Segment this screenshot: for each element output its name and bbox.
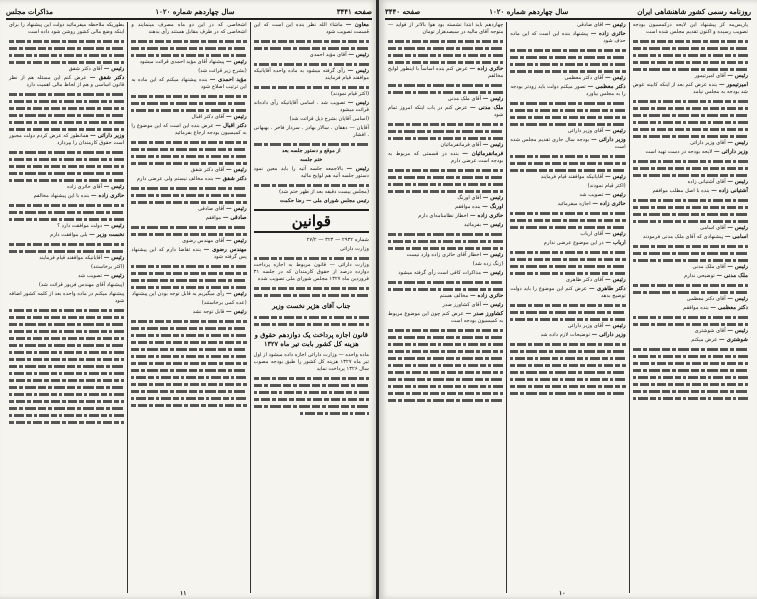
text-line	[633, 165, 748, 172]
paragraph: رئیس — آقای دکتر معظمی	[564, 75, 626, 81]
text-line	[9, 45, 124, 52]
text-line	[254, 255, 369, 262]
text-line	[254, 285, 369, 292]
paragraph: رئیس — آقای دکتر معظمی	[686, 296, 748, 302]
paragraph: رئیس — پیشنهاد آقای مؤید احمدی قرائت میشود	[139, 59, 247, 65]
text-line	[254, 45, 369, 52]
text-line	[388, 334, 503, 341]
paragraph: (اکثر قیام نمودند)	[330, 91, 369, 97]
paragraph: رئیس — تصویب شد	[579, 192, 626, 198]
paragraph: ماده واحده — وزارت دارائی اجازه داده میشود از اول تیر ماه ۱۳۲۷ هزینه کل کشور را طبق بودجه مصوب سال ۱۳۲۶ پرداخت نماید	[253, 352, 369, 372]
text-line	[254, 84, 369, 91]
paragraph: رئیس — آقای صادقی	[198, 206, 247, 212]
text-line	[131, 395, 246, 402]
text-line	[131, 381, 246, 388]
text-line	[510, 302, 625, 309]
text-line	[633, 105, 748, 112]
paragraph: وزارت دارائی	[340, 246, 369, 252]
text-line	[633, 282, 748, 289]
left-page	[0, 0, 378, 599]
text-line	[633, 321, 748, 328]
text-line	[633, 314, 748, 321]
text-line	[510, 376, 625, 383]
paragraph: (اکثر قیام نمودند)	[587, 183, 626, 189]
paragraph: حائری زاده — اخطار نظامنامه‌ای دارم	[418, 213, 504, 219]
text-line	[254, 375, 369, 382]
text-line	[131, 160, 246, 167]
text-line	[9, 241, 124, 248]
right-col-2	[507, 22, 629, 593]
text-line	[9, 314, 124, 321]
paragraph: رئیس — آقایانیکه موافقند قیام فرمایند	[39, 255, 125, 261]
text-line	[254, 389, 369, 396]
text-line	[633, 360, 748, 367]
subheading: ختم جلسه	[300, 157, 323, 163]
text-line	[131, 388, 246, 395]
paragraph: رئیس — آقای دکتر اقبال	[191, 114, 247, 120]
text-line	[510, 390, 625, 397]
section-title-laws: قوانین	[254, 209, 369, 233]
text-line	[254, 38, 369, 45]
text-line	[131, 192, 246, 199]
text-line	[388, 38, 503, 45]
paragraph: رئیس — آقای آشتیانی زاده	[687, 179, 748, 185]
text-line	[9, 170, 124, 177]
paragraph: رئیس — آقای کشاورز صدر	[442, 302, 504, 308]
text-line	[131, 93, 246, 100]
paragraph: رئیس — آقای مهندس رضوی	[182, 238, 247, 244]
text-line	[9, 202, 124, 209]
paragraph: معاون — ماشاء الله نظر بنده این است که این قسمت تصویب شود	[253, 22, 370, 35]
text-line	[633, 367, 748, 374]
text-line	[9, 307, 124, 314]
paragraph: رئیس — آقای شوشتری	[694, 328, 748, 334]
paragraph: (عده کمی برخاستند)	[201, 300, 247, 306]
text-line	[510, 341, 625, 348]
right-page-number: ۱۰	[559, 590, 566, 597]
paragraph: رئیس — آقای صادقی	[577, 22, 626, 28]
text-line	[131, 107, 246, 114]
text-line	[388, 390, 503, 397]
paragraph: چهاردهم باید ابتدا نشسته بود هوا بالاتر از فواید — متوجه آقای مالیه در سیصدهزار تومان	[388, 22, 504, 35]
text-line	[131, 38, 246, 45]
paragraph: (زنگ زده شد)	[472, 261, 504, 267]
text-line	[388, 89, 503, 96]
right-header-title: روزنامه رسمی کشور شاهنشاهی ایران	[637, 6, 751, 16]
text-line	[510, 270, 625, 277]
text-line	[388, 355, 503, 362]
paragraph: رئیس — آقای دکتر شفق	[68, 66, 125, 72]
paragraph: رئیس — بالاجمعه جلسه آتیه را باید معین نمود دستور جلسه آتیه هم لوایح مالیه	[253, 166, 369, 179]
paragraph: پیشنهاد میکنم در ماده واحده بعد از کلمه کشور اضافه شود	[9, 291, 125, 304]
left-header-issue: سال چهاردهم شماره ۱۰۲۰	[155, 6, 235, 16]
text-line	[9, 52, 124, 59]
right-page-columns	[385, 22, 751, 593]
text-line	[633, 158, 748, 165]
paragraph: وزارت دارائی — قانون مربوط به اجازه پرداخت دوازده درصد از حقوق کارمندان که در جلسه ۳۱ فروردین ماه ۱۳۲۷ مجلس شورای ملی تصویب شده	[253, 262, 369, 282]
text-line	[633, 395, 748, 402]
paragraph: (مجلس بیست دقیقه بعد از ظهر ختم شد)	[279, 189, 369, 195]
paragraph: رئیس — آقای ملک مدنی	[692, 264, 748, 270]
text-line	[633, 346, 748, 353]
text-line	[254, 321, 369, 328]
text-line	[131, 277, 246, 284]
paragraph: دکتر معظمی — بنده موافقم	[683, 305, 748, 311]
text-line	[9, 209, 124, 216]
text-line	[388, 238, 503, 245]
text-line	[633, 45, 748, 52]
text-line	[254, 292, 369, 299]
paragraph: کشاورز صدر — عرض کنم چون این موضوع مربوط به کمیسیون بودجه است	[388, 311, 504, 324]
paragraph: رئیس — بفرمائید	[464, 222, 504, 228]
text-line	[131, 325, 246, 332]
text-line	[131, 402, 246, 409]
text-line	[388, 167, 503, 174]
paragraph: اشخاصی که در این دو ماه مصرف مینمایند و اشخاصی که در طرف مقابل هستند رأی بدهند	[131, 22, 247, 35]
text-line	[131, 332, 246, 339]
text-line	[510, 316, 625, 323]
text-line	[9, 342, 124, 349]
text-line	[131, 284, 246, 291]
text-line	[9, 370, 124, 377]
text-line	[633, 289, 748, 296]
paragraph: حائری زاده — پیشنهاد بنده این است که این ماده حذف شود	[510, 31, 626, 44]
text-line	[633, 250, 748, 257]
paragraph: حائری زاده — مخالف هستم	[439, 293, 504, 299]
paragraph: آشتیانی زاده — بنده با اصل مطلب موافقم	[652, 188, 748, 194]
text-line	[388, 327, 503, 334]
text-line	[633, 52, 748, 59]
paragraph: ملک مدنی — توضیحی ندارم	[684, 273, 748, 279]
text-line	[131, 353, 246, 360]
paragraph: وزیر دارائی — بودجه سال جاری تقدیم مجلس شده است	[510, 137, 626, 150]
paragraph: رئیس — آقایانیکه موافقند قیام فرمایند	[540, 174, 626, 180]
left-col-1	[251, 22, 372, 593]
text-line	[633, 38, 748, 45]
text-line	[9, 419, 124, 426]
left-page-header	[6, 4, 372, 20]
text-line	[131, 318, 246, 325]
paragraph: دکتر معظمی — تصور میکنم دولت باید زودتر بودجه را به مجلس بیاورد	[510, 84, 626, 97]
text-line	[510, 54, 625, 61]
text-line	[254, 396, 369, 403]
text-line	[131, 45, 246, 52]
paragraph: رئیس — رأی میگیریم به قابل توجه بودن این پیشنهاد	[131, 291, 247, 297]
text-line	[9, 119, 124, 126]
paragraph: نخست وزیر — بلی موافقت دارم	[50, 232, 125, 238]
text-line	[9, 356, 124, 363]
text-line	[9, 412, 124, 419]
text-line	[9, 349, 124, 356]
right-header-issue: سال چهاردهم شماره ۱۰۲۰	[489, 6, 569, 16]
text-line	[633, 172, 748, 179]
law-title: قانون اجازه پرداخت یک دوازدهم حقوق و هزینه کل کشور بابت تیر ماه ۱۳۲۷	[254, 331, 368, 348]
text-line	[9, 163, 124, 170]
text-line	[131, 367, 246, 374]
text-line	[131, 339, 246, 346]
law-heading: جناب آقای هژیر نخست وزیر	[272, 302, 351, 310]
text-line	[633, 243, 748, 250]
text-line	[131, 360, 246, 367]
paragraph: امیرتیمور — بنده عرض کنم بعد از اینکه کابینه عوض شد بودجه به مجلس نیامد	[632, 82, 748, 95]
text-line	[131, 231, 246, 238]
text-line	[9, 216, 124, 223]
text-line	[633, 211, 748, 218]
paragraph: رئیس — تصویب شد . اسامی آقایانیکه رأی داده‌اند قرائت میشود	[253, 100, 369, 113]
paragraph: آقایان — دهقان . سالار بهادر . سردار فاخر . بهبهانی . افشار	[253, 125, 369, 138]
text-line	[388, 231, 503, 238]
text-line	[510, 249, 625, 256]
paragraph: رئیس — مذاکرات کافی است رأی گرفته میشود	[398, 270, 504, 276]
paragraph: رئیس — آقای دکتر شفق	[191, 167, 247, 173]
text-line	[9, 384, 124, 391]
text-line	[9, 91, 124, 98]
paragraph: رئیس — آقای حائری زاده	[67, 184, 125, 190]
paragraph: رئیس — اخطار آقای حائری زاده وارد نیست	[406, 252, 504, 258]
paragraph: رئیس — آقای ارباب	[580, 231, 626, 237]
paragraph: حائری زاده — اجازه میفرمائید	[557, 201, 626, 207]
right-col-3	[630, 22, 751, 593]
text-line	[388, 341, 503, 348]
text-line	[9, 38, 124, 45]
text-line	[131, 374, 246, 381]
right-page-header	[385, 4, 751, 20]
text-line	[131, 146, 246, 153]
text-line	[254, 182, 369, 189]
text-line	[510, 47, 625, 54]
paragraph: رئیس — آقای وزیر دارائی	[690, 140, 748, 146]
text-line	[633, 353, 748, 360]
text-line	[633, 98, 748, 105]
text-line	[388, 286, 503, 293]
text-line	[9, 335, 124, 342]
text-line	[633, 218, 748, 225]
left-page-number: ۱۱	[180, 590, 187, 597]
text-line	[633, 388, 748, 395]
text-line	[131, 52, 246, 59]
text-line	[9, 398, 124, 405]
text-line	[131, 224, 246, 231]
text-line	[510, 217, 625, 224]
paragraph: رئیس — آقای اسامی	[700, 225, 748, 231]
paragraph: (پیشنهاد آقای مهندس فریور قرائت شد)	[38, 282, 125, 288]
paragraph: رئیس — دولت موافقت دارد ؟	[57, 223, 125, 229]
paragraph: رئیس — آقای ملک مدنی	[447, 96, 504, 102]
text-line	[510, 160, 625, 167]
paragraph: مهندس رضوی — بنده تقاضا دارم که این پیشنهاد پس گرفته شود	[131, 247, 247, 260]
left-col-2	[128, 22, 250, 593]
paragraph: مؤید احمدی — بنده پیشنهاد میکنم که این ماده به این ترتیب اصلاح شود	[131, 77, 247, 90]
text-line	[131, 185, 246, 192]
text-line	[388, 45, 503, 52]
text-line	[510, 309, 625, 316]
text-line	[388, 348, 503, 355]
text-line	[131, 199, 246, 206]
text-line	[388, 383, 503, 390]
text-line	[633, 257, 748, 264]
paragraph: پاریس‌مه کز پیشنهاد این لایحه درکمسیون بودجه تصویب رسیده و اکنون تقدیم مجلس شده است	[632, 22, 748, 35]
left-header-page-number: صفحه ۳۴۴۱	[336, 6, 372, 16]
text-line	[131, 263, 246, 270]
text-line	[510, 256, 625, 263]
right-page	[379, 0, 757, 599]
text-line	[9, 328, 124, 335]
paragraph: رئیس — آقای امیرتیمور	[694, 73, 748, 79]
text-line	[9, 156, 124, 163]
text-line	[9, 321, 124, 328]
text-line	[9, 149, 124, 156]
paragraph: فرمانفرمائیان — بنده در قسمتی که مربوط به بودجه است عرضی دارم	[388, 151, 504, 164]
text-line	[9, 59, 124, 66]
text-line	[131, 153, 246, 160]
text-line	[633, 381, 748, 388]
text-line	[388, 188, 503, 195]
text-line	[633, 66, 748, 73]
paragraph: رئیس — قابل توجه نشد	[192, 309, 247, 315]
paragraph: رئیس — آقای اورنگ	[457, 195, 504, 201]
paragraph: رئیس — رأی گرفته میشود به ماده واحده آقایانیکه موافقند قیام فرمایند	[253, 68, 369, 81]
text-line	[388, 245, 503, 252]
paragraph: وزیر دارائی — لایحه بودجه در دست تهیه است	[645, 149, 748, 155]
text-line	[131, 139, 246, 146]
text-line	[633, 197, 748, 204]
right-col-1	[385, 22, 507, 593]
paragraph: بطوریکه ملاحظه میفرمائید دولت این پیشنهاد را برای اینکه وضع مالی کشور روشن شود داده است	[9, 22, 125, 35]
text-line	[510, 355, 625, 362]
text-line	[254, 403, 369, 410]
paragraph: ملک مدنی — عرض کنم در باب اینکه امروز تمام شود	[388, 105, 504, 118]
text-line	[131, 100, 246, 107]
paragraph: شوشتری — عرض میکنم	[691, 337, 748, 343]
text-line	[633, 133, 748, 140]
paragraph: دکتر شفق — عرض کنم این مسئله هم از نظر قانون اساسی و هم از لحاظ مالی اهمیت دارد	[9, 75, 125, 88]
paragraph: رئیس — تصویب شد	[78, 273, 125, 279]
left-page-columns	[6, 22, 372, 593]
text-line	[388, 181, 503, 188]
paragraph: دکتر شفق — بنده مخالف نیستم ولی عرضی دارم	[136, 176, 247, 182]
paragraph: رئیس — آقای فرمانفرمائیان	[440, 142, 504, 148]
paragraph: اسامی — پیشنهادی که آقای ملک مدنی فرمودند	[642, 234, 748, 240]
text-line	[510, 210, 625, 217]
paragraph: اورنگ — بنده موافقم	[455, 204, 504, 210]
text-line	[9, 126, 124, 133]
text-line	[9, 105, 124, 112]
paragraph: (بشرح زیر قرائت شد)	[198, 68, 247, 74]
text-line	[388, 369, 503, 376]
text-line	[510, 153, 625, 160]
text-line	[510, 61, 625, 68]
text-line	[388, 174, 503, 181]
paragraph: صادقی — موافقم	[205, 215, 247, 221]
text-line	[388, 128, 503, 135]
text-line	[633, 204, 748, 211]
text-line	[510, 121, 625, 128]
text-line	[9, 177, 124, 184]
text-line	[633, 119, 748, 126]
text-line	[388, 121, 503, 128]
paragraph: رئیس — آقای دکتر طاهری	[565, 277, 626, 283]
text-line	[633, 59, 748, 66]
text-line	[9, 391, 124, 398]
text-line	[388, 135, 503, 142]
paragraph: ارباب — در این موضوع عرضی ندارم	[543, 240, 626, 246]
text-line	[9, 377, 124, 384]
text-line	[9, 363, 124, 370]
text-line	[388, 376, 503, 383]
text-line	[510, 167, 625, 174]
text-line	[510, 107, 625, 114]
paragraph: شماره ۲۹۳۲ — ۳۲۴ — ۲۷/۲	[306, 237, 369, 243]
paragraph: حائری زاده — بنده با این پیشنهاد مخالفم	[33, 193, 125, 199]
text-line	[510, 348, 625, 355]
paragraph: حائری زاده — عرض کنم بنده اساساً با اینطور لوایح مخالفم	[388, 66, 504, 79]
text-line	[510, 114, 625, 121]
text-line	[510, 383, 625, 390]
text-line	[9, 248, 124, 255]
text-line	[510, 362, 625, 369]
text-line	[510, 369, 625, 376]
paragraph: دکتر طاهری — عرض کنم این موضوع را باید دولت توضیح بدهد	[510, 286, 626, 299]
text-line	[510, 224, 625, 231]
text-line	[633, 112, 748, 119]
text-line	[510, 263, 625, 270]
paragraph: وزیر دارائی — توضیحات لازم داده شد	[540, 332, 626, 338]
text-line	[131, 270, 246, 277]
text-line	[633, 374, 748, 381]
text-line	[388, 59, 503, 66]
text-line	[388, 82, 503, 89]
text-line	[633, 126, 748, 133]
text-line	[9, 405, 124, 412]
text-line	[131, 346, 246, 353]
text-line	[254, 141, 369, 148]
text-line	[300, 410, 369, 417]
paragraph: رئیس — آقای وزیر دارائی	[567, 128, 626, 134]
left-header-section: مذاکرات مجلس	[6, 6, 54, 16]
text-line	[510, 68, 625, 75]
text-line	[388, 279, 503, 286]
right-header-page-number: صفحه ۳۴۴۰	[385, 6, 421, 16]
text-line	[254, 61, 369, 68]
text-line	[388, 397, 503, 404]
text-line	[9, 112, 124, 119]
text-line	[9, 98, 124, 105]
signature: رئیس مجلس شورای ملی — رضا حکمت	[279, 198, 369, 204]
paragraph: رئیس — آقای مؤید احمدی	[309, 52, 369, 58]
paragraph: رئیس — آقای وزیر دارائی	[567, 323, 626, 329]
text-line	[510, 100, 625, 107]
text-line	[388, 52, 503, 59]
paragraph: دکتر اقبال — عرض بنده این است که این موضوع را به کمیسیون بودجه ارجاع بفرمائید	[131, 123, 247, 136]
text-line	[254, 314, 369, 321]
subheading: از موقع و دستور جلسه بعد	[282, 148, 341, 154]
paragraph: (اکثر برخاستند)	[91, 264, 125, 270]
left-col-3	[6, 22, 128, 593]
text-line	[388, 362, 503, 369]
paragraph: (اسامی آقایان بشرح ذیل قرائت شد)	[289, 116, 369, 122]
paragraph: وزیر دارائی — همانطور که عرض کردم دولت مجبور است حقوق کارمندان را بپردازد	[9, 133, 125, 146]
text-line	[254, 382, 369, 389]
